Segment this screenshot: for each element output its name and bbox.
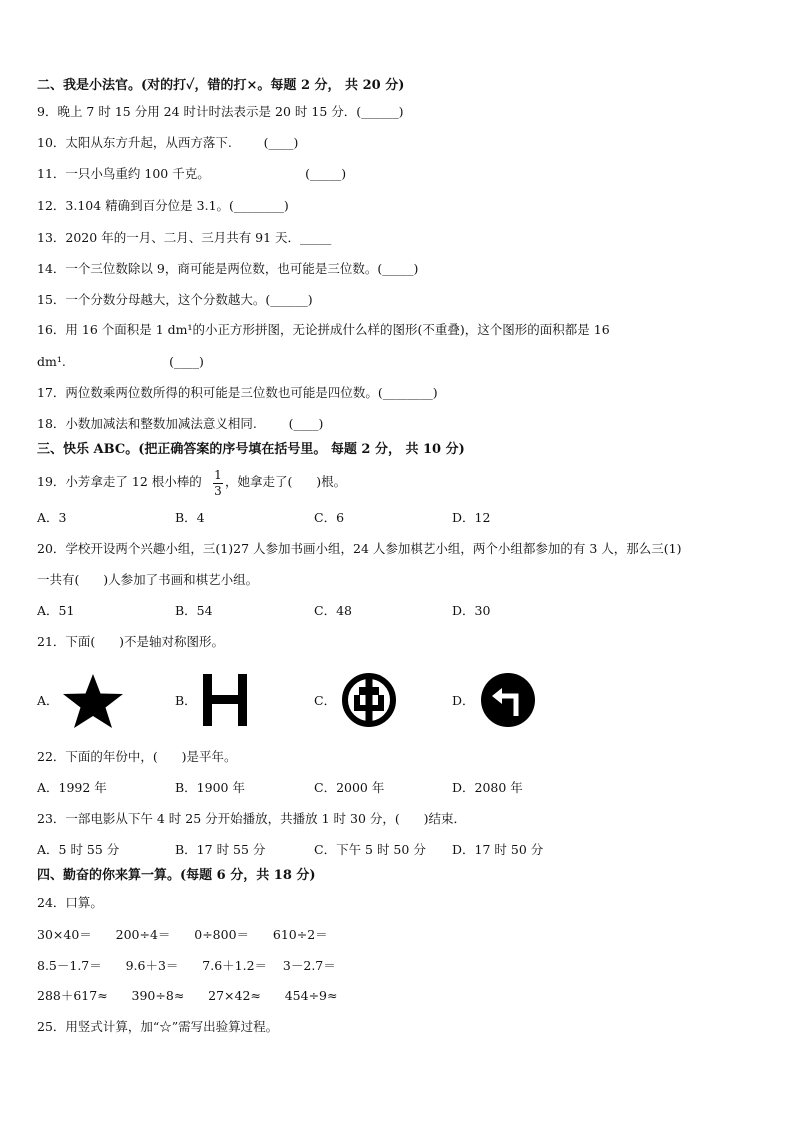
- q20-option-d: D．30: [452, 603, 491, 618]
- question-10: 10．太阳从东方升起，从西方落下. (____): [37, 135, 299, 150]
- section-3-title: 三、快乐 ABC。(把正确答案的序号填在括号里。 每题 2 分， 共 10 分): [37, 442, 465, 457]
- q19-option-b: B．4: [175, 510, 205, 525]
- question-18: 18．小数加减法和整数加减法意义相同. (____): [37, 416, 324, 431]
- question-19-after: ，她拿走了( )根。: [225, 474, 347, 489]
- q23-option-c: C．下午 5 时 50 分: [314, 842, 426, 857]
- q24-row-3: 288＋617≈ 390÷8≈ 27×42≈ 454÷9≈: [37, 988, 338, 1003]
- question-21: 21．下面( )不是轴对称图形。: [37, 634, 225, 649]
- q21-option-d: D．: [452, 693, 475, 708]
- question-13: 13．2020 年的一月、二月、三月共有 91 天．_____: [37, 230, 332, 245]
- question-19-before: 19．小芳拿走了 12 根小棒的: [37, 474, 202, 489]
- question-23: 23．一部电影从下午 4 时 25 分开始播放，共播放 1 时 30 分，( )结束．: [37, 811, 467, 826]
- question-11: 11．一只小鸟重约 100 千克。 (_____): [37, 166, 347, 181]
- question-17: 17．两位数乘两位数所得的积可能是三位数也可能是四位数。(________): [37, 385, 438, 400]
- q23-option-b: B．17 时 55 分: [175, 842, 266, 857]
- question-16-line-1: 16．用 16 个面积是 1 dm¹的小正方形拼图，无论拼成什么样的图形(不重叠)，这个图形的面积都是 16: [37, 322, 610, 337]
- bank-logo-icon: [341, 672, 397, 728]
- q20-option-b: B．54: [175, 603, 213, 618]
- fraction-numerator: 1: [214, 468, 222, 482]
- q19-option-c: C．6: [314, 510, 345, 525]
- question-14: 14．一个三位数除以 9，商可能是两位数，也可能是三位数。(_____): [37, 261, 419, 276]
- fraction-denominator: 3: [214, 484, 222, 498]
- q22-option-b: B．1900 年: [175, 780, 245, 795]
- section-2-title: 二、我是小法官。(对的打✓，错的打×。每题 2 分， 共 20 分): [37, 78, 405, 93]
- q20-option-c: C．48: [314, 603, 352, 618]
- q21-option-b: B．: [175, 693, 197, 708]
- q19-option-a: A．3: [37, 510, 67, 525]
- question-22: 22．下面的年份中，( )是平年。: [37, 749, 237, 764]
- q22-option-a: A．1992 年: [37, 780, 107, 795]
- q24-row-2: 8.5－1.7＝ 9.6＋3＝ 7.6＋1.2＝ 3－2.7＝: [37, 958, 336, 973]
- q24-row-1: 30×40＝ 200÷4＝ 0÷800＝ 610÷2＝: [37, 927, 328, 942]
- left-turn-sign-icon: [480, 672, 536, 728]
- question-12: 12．3.104 精确到百分位是 3.1。(________): [37, 198, 289, 213]
- section-4-title: 四、勤奋的你来算一算。(每题 6 分，共 18 分): [37, 868, 316, 883]
- letter-h-icon: [203, 674, 247, 726]
- question-24: 24．口算。: [37, 895, 103, 910]
- q20-option-a: A．51: [37, 603, 75, 618]
- q21-option-a: A．: [37, 693, 59, 708]
- q23-option-a: A．5 时 55 分: [37, 842, 120, 857]
- question-25: 25．用竖式计算，加“☆”需写出验算过程。: [37, 1019, 279, 1034]
- q22-option-c: C．2000 年: [314, 780, 385, 795]
- question-20-line-1: 20．学校开设两个兴趣小组，三(1)27 人参加书画小组，24 人参加棋艺小组，两个小组都参加的有 3 人，那么三(1): [37, 541, 682, 556]
- q21-option-c: C．: [314, 693, 337, 708]
- question-15: 15．一个分数分母越大，这个分数越大。(______): [37, 292, 313, 307]
- q19-option-d: D．12: [452, 510, 491, 525]
- question-16-line-2: dm¹. (____): [37, 354, 204, 369]
- q23-option-d: D．17 时 50 分: [452, 842, 544, 857]
- q22-option-d: D．2080 年: [452, 780, 523, 795]
- question-20-line-2: 一共有( )人参加了书画和棋艺小组。: [37, 572, 259, 587]
- fraction-one-third: [213, 469, 223, 498]
- star-icon: [62, 673, 124, 729]
- question-9: 9．晚上 7 时 15 分用 24 时计时法表示是 20 时 15 分．(______): [37, 104, 404, 119]
